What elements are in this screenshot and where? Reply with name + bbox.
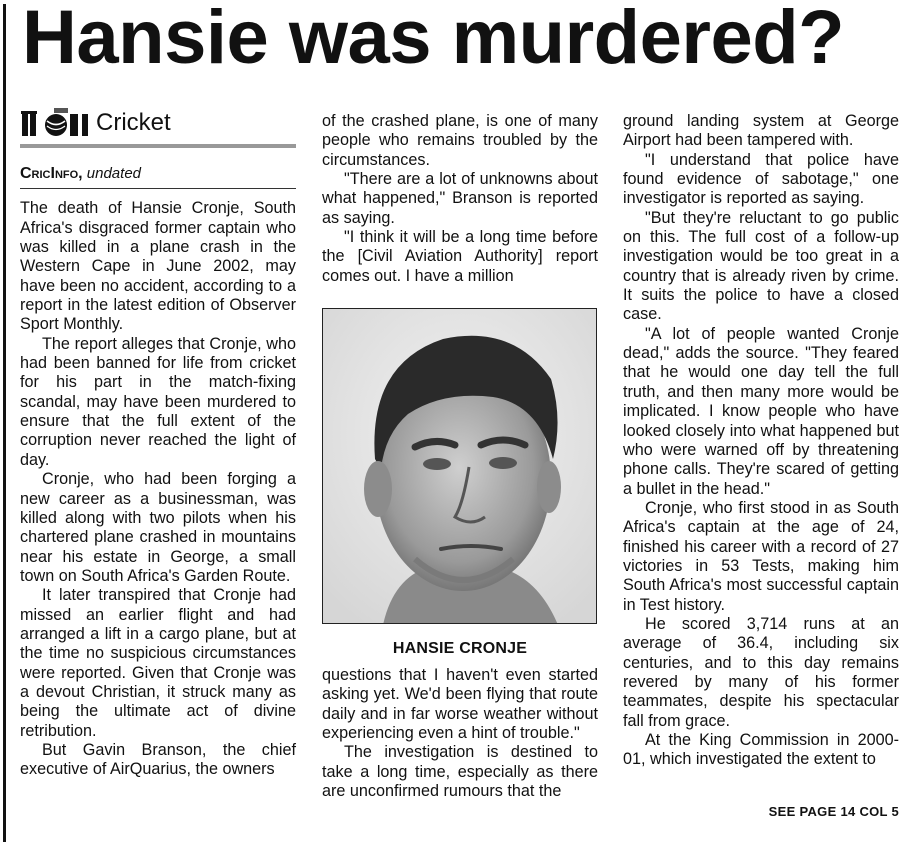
section-rule	[20, 144, 296, 148]
byline-date: undated	[86, 165, 142, 182]
column-3	[623, 112, 899, 770]
paragraph: But Gavin Branson, the chief executive of AirQuarius, the owners	[20, 740, 296, 779]
headline: Hansie was murdered?	[22, 0, 845, 80]
left-border-rule	[3, 4, 6, 842]
column-2-bottom	[322, 666, 598, 801]
paragraph: The report alleges that Cronje, who had been banned for life from cricket for his part in the match-fixing scandal, may have been murdered to ensure that the full extent of the corruption never reached the light of day.	[20, 334, 296, 469]
paragraph: "A lot of people wanted Cronje dead," adds the source. "They feared that he would one day tell the full truth, and then many more would be implicated. I know people who have looked closely into what happened but who were warned off by threatening phone calls. They're scared of getting a bullet in the head."	[623, 324, 899, 498]
paragraph: It later transpired that Cronje had missed an earlier flight and had arranged a lift in a cargo plane, but at the time no suspicious circumstances were reported. Given that Cronje was a devout Christian, it struck many as being the ultimate act of divine retribution.	[20, 586, 296, 740]
byline	[20, 164, 296, 189]
portrait-photo	[322, 308, 597, 624]
section-label: Cricket	[96, 109, 171, 137]
paragraph: "There are a lot of unknowns about what happened," Branson is reported as saying.	[322, 170, 598, 227]
section-header	[20, 108, 296, 138]
column-1	[20, 108, 296, 780]
paragraph: questions that I haven't even started asking yet. We'd been flying that route daily and in far worse weather without experiencing even a hint of trouble."	[322, 666, 598, 743]
paragraph: The investigation is destined to take a long time, especially as there are unconfirmed rumours that the	[322, 743, 598, 801]
column-2-top	[322, 112, 598, 286]
photo-caption: HANSIE CRONJE	[392, 640, 528, 657]
paragraph: "I understand that police have found evidence of sabotage," one investigator is reported as saying.	[623, 150, 899, 208]
paragraph: of the crashed plane, is one of many people who remains troubled by the circumstances.	[322, 112, 598, 169]
paragraph: ground landing system at George Airport had been tampered with.	[623, 112, 899, 150]
paragraph: "But they're reluctant to go public on this. The full cost of a follow-up investigation would be too great in a country that is already riven by crime. It suits the police to have a closed case.	[623, 208, 899, 324]
paragraph: He scored 3,714 runs at an average of 36.4, including six centuries, and to this day remains revered by many of his former teammates, despite his spectacular fall from grace.	[623, 614, 899, 730]
byline-source: CricInfo,	[20, 165, 83, 182]
portrait-illustration	[323, 309, 597, 624]
paragraph: At the King Commission in 2000-01, which investigated the extent to	[623, 731, 899, 769]
paragraph: The death of Hansie Cronje, South Africa's disgraced former captain who was killed in a plane crash in the Western Cape in June 2002, may have been no accident, according to a report in the latest edition of Observer Sport Monthly.	[20, 199, 296, 334]
cricket-stumps-ball-icon	[20, 108, 90, 138]
paragraph: Cronje, who first stood in as South Africa's captain at the age of 24, finished his career with a record of 27 victories in 53 Tests, making him South Africa's most successful captain in Test history.	[623, 498, 899, 614]
paragraph: "I think it will be a long time before the [Civil Aviation Authority] report comes out. I have a million	[322, 228, 598, 285]
paragraph: Cronje, who had been forging a new career as a businessman, was killed along with two pilots when his chartered plane crashed in mountains near his estate in George, a small town on South Africa's Garden Route.	[20, 470, 296, 585]
continued-jump-line: SEE PAGE 14 COL 5	[768, 804, 899, 819]
